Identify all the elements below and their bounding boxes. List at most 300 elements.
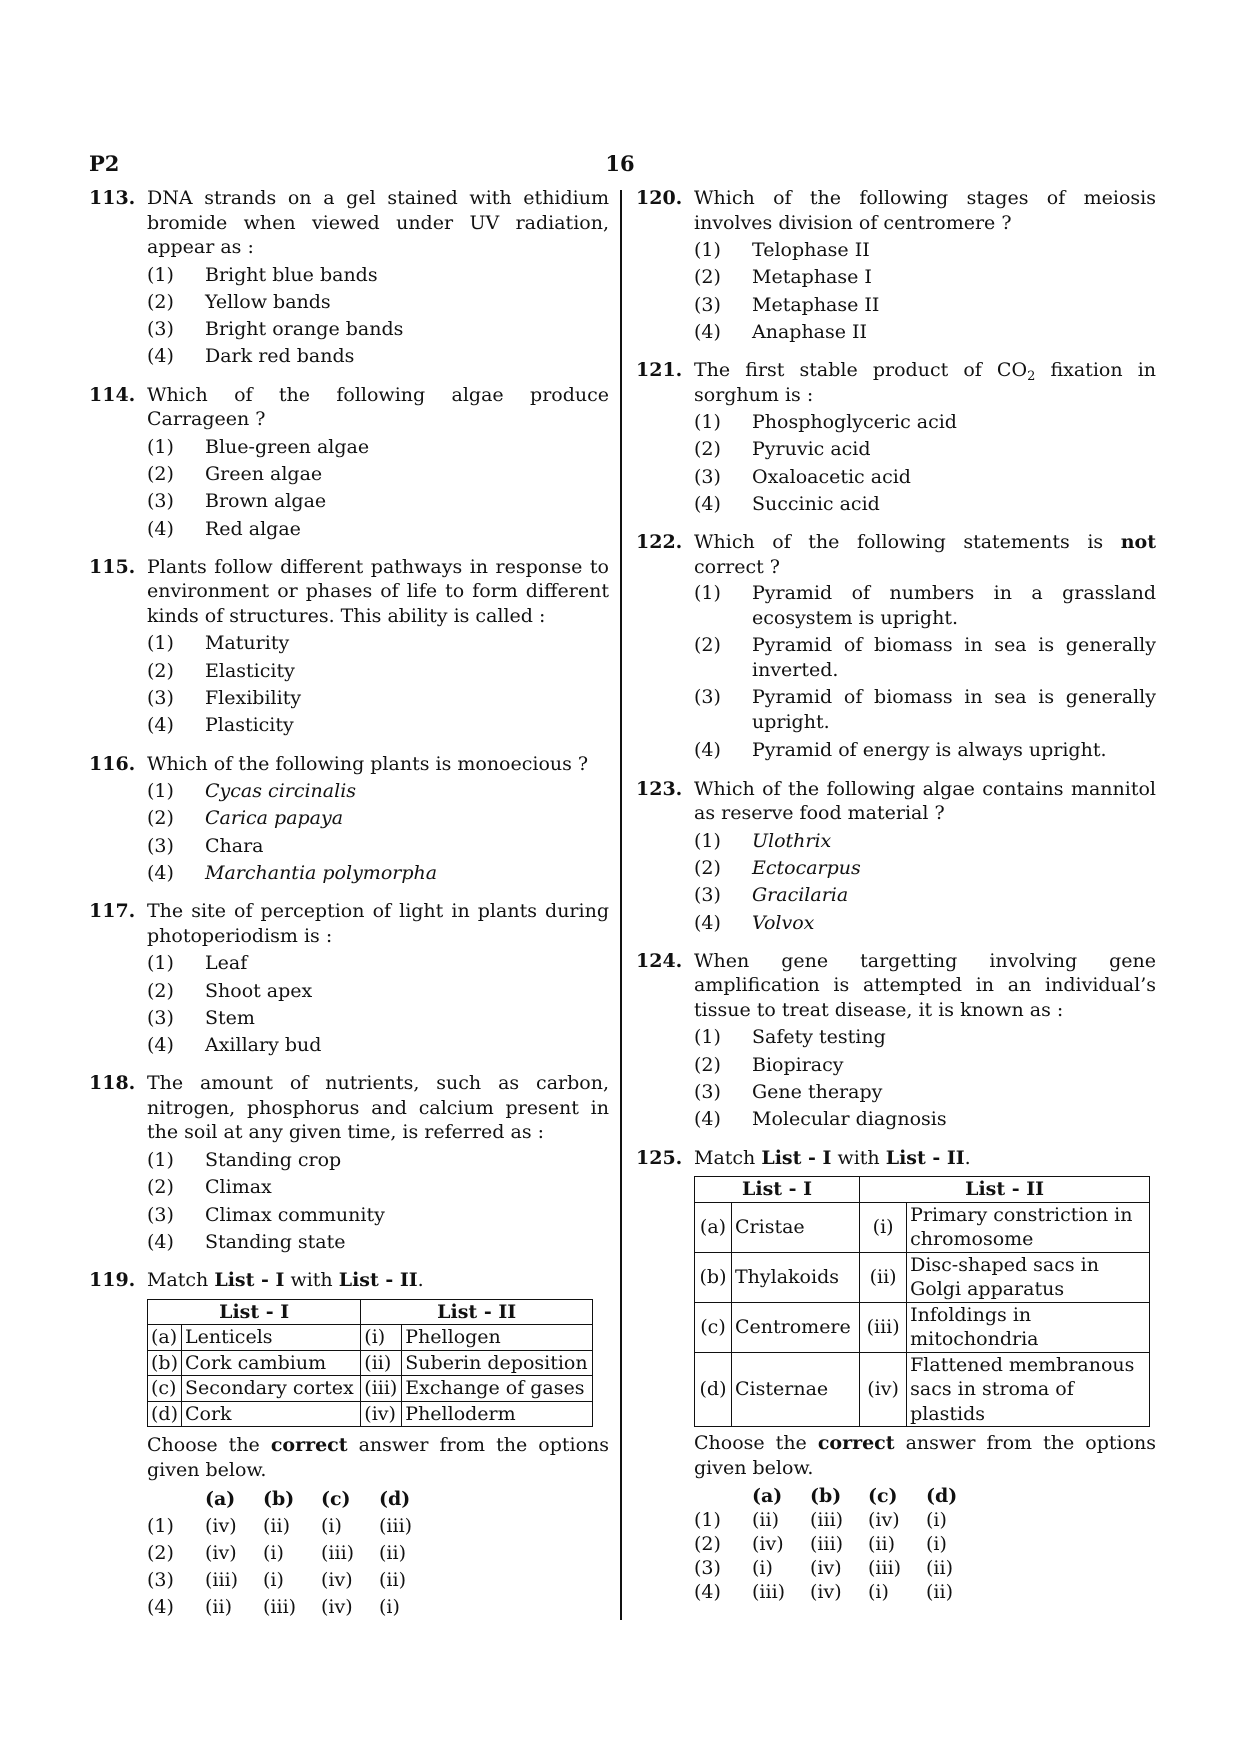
answer-col-head: (c) [321, 1488, 351, 1511]
option-number: (3) [147, 1203, 174, 1226]
list-1-label: List - I [214, 1269, 285, 1292]
table-header: List - I [695, 1177, 860, 1203]
option [694, 828, 1156, 855]
option [147, 262, 609, 289]
option-text: Brown algae [205, 490, 327, 513]
table-row [148, 1376, 593, 1402]
option-number: (2) [147, 1176, 174, 1199]
row-numeral: (i) [860, 1202, 907, 1252]
row-letter: (d) [148, 1401, 182, 1427]
list-1-item: Cork [182, 1401, 361, 1427]
option [694, 292, 1156, 319]
text-post: correct ? [694, 555, 780, 578]
question-number: 117. [89, 900, 136, 923]
option [147, 950, 609, 977]
question-121 [636, 358, 1156, 518]
option-text: Safety testing [752, 1026, 886, 1049]
option [694, 855, 1156, 882]
answer-row [147, 1594, 609, 1621]
correct-word: correct [817, 1432, 895, 1455]
text-post: answer from the options given below. [694, 1432, 1156, 1479]
choose-instruction [147, 1433, 609, 1482]
option-text: Standing state [205, 1230, 346, 1253]
option-number: (1) [694, 829, 721, 852]
question-123 [636, 777, 1156, 937]
row-letter: (b) [695, 1252, 732, 1302]
option-number: (2) [147, 659, 174, 682]
list-1-item: Cristae [732, 1202, 860, 1252]
option-number: (1) [147, 435, 174, 458]
options [147, 1147, 609, 1256]
list-1-label: List - I [761, 1146, 832, 1169]
row-letter: (c) [695, 1302, 732, 1352]
question-text [694, 1146, 1156, 1171]
choose-instruction [694, 1431, 1156, 1480]
question-number: 113. [89, 187, 136, 209]
option [147, 978, 609, 1005]
list-1-item: Centromere [732, 1302, 860, 1352]
option-number: (1) [694, 1026, 721, 1049]
option-number: (3) [147, 1006, 174, 1029]
answer-col-head: (d) [926, 1485, 958, 1508]
answer-head-row [147, 1486, 609, 1513]
option-text: Maturity [205, 632, 290, 655]
option-text: Pyramid of biomass in sea is generally upright. [752, 686, 1156, 733]
not-word: not [1120, 531, 1156, 554]
question-text: Which of the following plants is monoecious ? [147, 752, 589, 775]
options [147, 262, 609, 371]
answer-head-row [694, 1484, 1156, 1508]
option [147, 778, 609, 805]
text-pre: Which of the following statements is [694, 531, 1121, 554]
answer-cell: (iv) [810, 1581, 842, 1604]
answer-row [147, 1513, 609, 1540]
list-2-item: Phellogen [402, 1325, 593, 1351]
answer-cell: (iii) [321, 1542, 355, 1565]
question-113 [89, 186, 609, 371]
answer-col-head: (b) [263, 1488, 295, 1511]
option [147, 1005, 609, 1032]
option [694, 1052, 1156, 1079]
option-text: Chara [205, 834, 264, 857]
answer-cell: (ii) [752, 1509, 779, 1532]
question-number: 119. [89, 1269, 136, 1292]
answer-cell: (iii) [379, 1515, 413, 1538]
option-number: (4) [694, 1108, 721, 1131]
option-number: (2) [694, 438, 721, 461]
answer-cell: (i) [263, 1542, 284, 1565]
option [147, 805, 609, 832]
option [147, 712, 609, 739]
answer-cell: (ii) [379, 1569, 406, 1592]
question-text [147, 1268, 609, 1293]
text-pre: Choose the [147, 1434, 271, 1457]
text-mid: with [284, 1269, 339, 1292]
answer-option-number: (1) [147, 1515, 174, 1538]
option [694, 581, 1156, 630]
option-text: Molecular diagnosis [752, 1108, 947, 1131]
list-2-item: Phelloderm [402, 1401, 593, 1427]
question-text [694, 358, 1156, 407]
question-120 [636, 186, 1156, 346]
answer-cell: (iii) [810, 1533, 844, 1556]
text-pre: Match [147, 1269, 215, 1292]
option [147, 343, 609, 370]
answer-option-number: (4) [147, 1596, 174, 1619]
row-letter: (b) [148, 1350, 182, 1376]
option [694, 910, 1156, 937]
table-header: List - I [148, 1299, 361, 1325]
answer-cell: (iv) [205, 1515, 237, 1538]
list-2-item: Exchange of gases [402, 1376, 593, 1402]
question-text: Which of the following algae contains mannitol as reserve food material ? [694, 777, 1156, 825]
answer-cell: (iii) [752, 1581, 786, 1604]
answer-cell: (i) [752, 1557, 773, 1580]
answer-option-number: (3) [147, 1569, 174, 1592]
answer-cell: (iii) [205, 1569, 239, 1592]
option-number: (1) [694, 411, 721, 434]
option-number: (3) [694, 686, 721, 709]
text-pre: Choose the [694, 1432, 818, 1455]
question-text: Which of the following stages of meiosis involves division of centromere ? [694, 187, 1156, 234]
option-number: (4) [147, 1034, 174, 1057]
question-number: 120. [636, 187, 683, 209]
option [147, 1147, 609, 1174]
question-number: 122. [636, 531, 683, 554]
option-number: (2) [147, 979, 174, 1002]
answer-row [694, 1580, 1156, 1604]
table-row [695, 1202, 1150, 1252]
option [147, 488, 609, 515]
option-number: (4) [147, 1230, 174, 1253]
question-122 [636, 530, 1156, 764]
answer-cell: (iii) [810, 1509, 844, 1532]
question-text [694, 530, 1156, 579]
question-number: 124. [636, 949, 683, 972]
option-text: Gracilaria [752, 884, 849, 907]
option-text: Climax community [205, 1203, 385, 1226]
answer-col-head: (b) [810, 1485, 842, 1508]
list-2-item: Infoldings in mitochondria [907, 1302, 1150, 1352]
answer-row [694, 1556, 1156, 1580]
option-text: Ulothrix [752, 829, 832, 852]
answer-row [147, 1567, 609, 1594]
answer-cell: (i) [868, 1581, 889, 1604]
question-text: Plants follow different pathways in response to environment or phases of life to form different kinds of structures. This ability is called : [147, 555, 609, 627]
option [694, 464, 1156, 491]
option-text: Dark red bands [205, 345, 355, 368]
option [147, 1032, 609, 1059]
text-pre: The first stable product of CO [694, 359, 1028, 382]
option-text: Axillary bud [205, 1034, 322, 1057]
option-number: (1) [147, 632, 174, 655]
answer-cell: (ii) [263, 1515, 290, 1538]
option-text: Standing crop [205, 1148, 342, 1171]
question-124 [636, 949, 1156, 1134]
option-text: Yellow bands [205, 290, 331, 313]
answer-grid [694, 1484, 1156, 1604]
answer-cell: (iv) [321, 1596, 353, 1619]
list-2-item: Disc-shaped sacs in Golgi apparatus [907, 1252, 1150, 1302]
answer-option-number: (2) [147, 1542, 174, 1565]
option-text: Ectocarpus [752, 856, 861, 879]
option-number: (2) [694, 634, 721, 657]
option-text: Telophase II [752, 239, 870, 261]
option [147, 658, 609, 685]
option-number: (4) [694, 911, 721, 934]
option-number: (1) [147, 263, 174, 286]
option-text: Shoot apex [205, 979, 313, 1002]
option [694, 409, 1156, 436]
answer-col-head: (c) [868, 1485, 898, 1508]
options [147, 950, 609, 1059]
option-number: (3) [694, 465, 721, 488]
right-column [636, 186, 1156, 1616]
option [694, 1079, 1156, 1106]
text-post: fixation in sorghum is : [694, 359, 1157, 406]
row-numeral: (iii) [860, 1302, 907, 1352]
option [694, 237, 1156, 264]
option [147, 833, 609, 860]
text-mid: with [831, 1146, 886, 1169]
list-1-item: Cork cambium [182, 1350, 361, 1376]
question-text: Which of the following algae produce Carrageen ? [147, 383, 609, 431]
answer-cell: (iv) [321, 1569, 353, 1592]
option-number: (3) [147, 490, 174, 513]
options [147, 778, 609, 887]
option [147, 1229, 609, 1256]
row-numeral: (ii) [860, 1252, 907, 1302]
row-letter: (d) [695, 1352, 732, 1427]
answer-option-number: (2) [694, 1533, 721, 1556]
list-2-label: List - II [338, 1269, 418, 1292]
correct-word: correct [270, 1434, 348, 1457]
answer-cell: (i) [321, 1515, 342, 1538]
question-number: 114. [89, 383, 136, 406]
option [147, 685, 609, 712]
option-text: Bright blue bands [205, 263, 378, 286]
table-header-row [695, 1177, 1150, 1203]
answer-cell: (i) [926, 1533, 947, 1556]
answer-col-head: (a) [205, 1488, 236, 1511]
question-116 [89, 752, 609, 888]
question-number: 121. [636, 359, 683, 382]
question-number: 125. [636, 1146, 683, 1169]
option-text: Metaphase I [752, 266, 872, 289]
answer-col-head: (a) [752, 1485, 783, 1508]
answer-cell: (ii) [926, 1581, 953, 1604]
answer-cell: (iv) [868, 1509, 900, 1532]
subscript: 2 [1027, 369, 1036, 385]
option-number: (2) [147, 462, 174, 485]
option-text: Pyruvic acid [752, 438, 871, 461]
option-number: (2) [147, 290, 174, 313]
text-pre: Match [694, 1146, 762, 1169]
text-post: . [417, 1269, 424, 1292]
options [147, 630, 609, 739]
table-row [695, 1302, 1150, 1352]
option-text: Phosphoglyceric acid [752, 411, 957, 434]
list-2-label: List - II [885, 1146, 965, 1169]
answer-cell: (iv) [205, 1542, 237, 1565]
row-numeral: (iv) [860, 1352, 907, 1427]
table-row [148, 1401, 593, 1427]
option-text: Anaphase II [752, 320, 868, 343]
option-text: Stem [205, 1006, 255, 1029]
question-number: 115. [89, 555, 136, 578]
question-number: 118. [89, 1072, 136, 1095]
row-letter: (a) [695, 1202, 732, 1252]
question-119 [89, 1268, 609, 1621]
option-number: (4) [694, 320, 721, 343]
option-text: Oxaloacetic acid [752, 465, 911, 488]
list-1-item: Thylakoids [732, 1252, 860, 1302]
answer-cell: (i) [379, 1596, 400, 1619]
row-letter: (a) [148, 1325, 182, 1351]
column-divider [620, 190, 622, 1620]
row-numeral: (iii) [361, 1376, 402, 1402]
option-text: Pyramid of biomass in sea is generally inverted. [752, 634, 1156, 681]
question-118 [89, 1071, 609, 1256]
text-post: answer from the options given below. [147, 1434, 609, 1481]
option-number: (4) [147, 345, 174, 368]
options [694, 409, 1156, 518]
list-1-item: Cisternae [732, 1352, 860, 1427]
answer-cell: (iii) [263, 1596, 297, 1619]
match-table [147, 1299, 593, 1428]
answer-row [694, 1532, 1156, 1556]
option-text: Carica papaya [205, 807, 344, 830]
answer-option-number: (1) [694, 1509, 721, 1532]
left-column [89, 186, 609, 1633]
option-number: (1) [147, 780, 174, 803]
option-number: (4) [694, 739, 721, 762]
option-text: Marchantia polymorpha [205, 861, 438, 884]
text-post: . [964, 1146, 971, 1169]
option [147, 860, 609, 887]
option [694, 436, 1156, 463]
answer-cell: (ii) [868, 1533, 895, 1556]
option [147, 289, 609, 316]
options [694, 237, 1156, 346]
option-number: (2) [694, 856, 721, 879]
list-2-item: Suberin deposition [402, 1350, 593, 1376]
answer-cell: (iii) [868, 1557, 902, 1580]
question-text: The site of perception of light in plants during photoperiodism is : [147, 900, 609, 947]
options [694, 581, 1156, 764]
option-text: Cycas circinalis [205, 780, 357, 803]
option-number: (4) [694, 493, 721, 516]
question-text: When gene targetting involving gene amplification is attempted in an individual’s tissue to treat disease, it is known as : [694, 949, 1156, 1021]
answer-cell: (ii) [379, 1542, 406, 1565]
table-row [148, 1350, 593, 1376]
option-text: Elasticity [205, 659, 295, 682]
answer-cell: (ii) [926, 1557, 953, 1580]
option-number: (1) [147, 1148, 174, 1171]
table-row [695, 1252, 1150, 1302]
answer-row [147, 1540, 609, 1567]
answer-cell: (i) [926, 1509, 947, 1532]
option-number: (1) [147, 952, 174, 975]
option [694, 737, 1156, 764]
question-text: The amount of nutrients, such as carbon, nitrogen, phosphorus and calcium present in the soil at any given time, is referred as : [147, 1072, 609, 1144]
option [147, 461, 609, 488]
answer-cell: (iv) [810, 1557, 842, 1580]
option-text: Volvox [752, 911, 815, 934]
option-number: (3) [694, 293, 721, 316]
option-number: (3) [694, 884, 721, 907]
option-text: Climax [205, 1176, 272, 1199]
row-numeral: (iv) [361, 1401, 402, 1427]
option-number: (1) [694, 239, 721, 261]
answer-option-number: (3) [694, 1557, 721, 1580]
option [694, 491, 1156, 518]
option [694, 264, 1156, 291]
option-number: (2) [694, 266, 721, 289]
options [694, 1024, 1156, 1133]
option-number: (4) [147, 714, 174, 737]
option-number: (3) [147, 686, 174, 709]
option [694, 633, 1156, 682]
option [694, 1106, 1156, 1133]
option-number: (4) [147, 861, 174, 884]
option-text: Flexibility [205, 686, 302, 709]
question-text: DNA strands on a gel stained with ethidium bromide when viewed under UV radiation, appear as : [147, 187, 609, 258]
row-numeral: (i) [361, 1325, 402, 1351]
answer-grid [147, 1486, 609, 1621]
option [694, 319, 1156, 346]
answer-cell: (iv) [752, 1533, 784, 1556]
list-1-item: Lenticels [182, 1325, 361, 1351]
option-text: Pyramid of numbers in a grassland ecosystem is upright. [752, 582, 1156, 629]
row-letter: (c) [148, 1376, 182, 1402]
option-text: Gene therapy [752, 1080, 883, 1103]
options [694, 828, 1156, 937]
option-number: (4) [147, 517, 174, 540]
question-number: 123. [636, 777, 683, 800]
option-number: (1) [694, 582, 721, 605]
option [147, 434, 609, 461]
table-header: List - II [860, 1177, 1150, 1203]
table-row [148, 1325, 593, 1351]
list-2-item: Flattened membranous sacs in stroma of plastids [907, 1352, 1150, 1427]
option [147, 316, 609, 343]
question-115 [89, 555, 609, 740]
option-text: Biopiracy [752, 1053, 844, 1076]
option-number: (3) [147, 318, 174, 341]
option-text: Succinic acid [752, 493, 880, 516]
answer-option-number: (4) [694, 1581, 721, 1604]
option [147, 630, 609, 657]
option-number: (2) [694, 1053, 721, 1076]
page-number: 16 [605, 151, 635, 176]
question-number: 116. [89, 752, 136, 775]
list-2-item: Primary constriction in chromosome [907, 1202, 1150, 1252]
option-text: Blue-green algae [205, 435, 370, 458]
options [147, 434, 609, 543]
option-number: (3) [147, 834, 174, 857]
option-text: Metaphase II [752, 293, 880, 316]
option [147, 1202, 609, 1229]
option-text: Green algae [205, 462, 323, 485]
answer-cell: (i) [263, 1569, 284, 1592]
option [694, 1024, 1156, 1051]
option-number: (2) [147, 807, 174, 830]
option [147, 1174, 609, 1201]
question-125 [636, 1146, 1156, 1605]
option-text: Red algae [205, 517, 301, 540]
list-1-item: Secondary cortex [182, 1376, 361, 1402]
